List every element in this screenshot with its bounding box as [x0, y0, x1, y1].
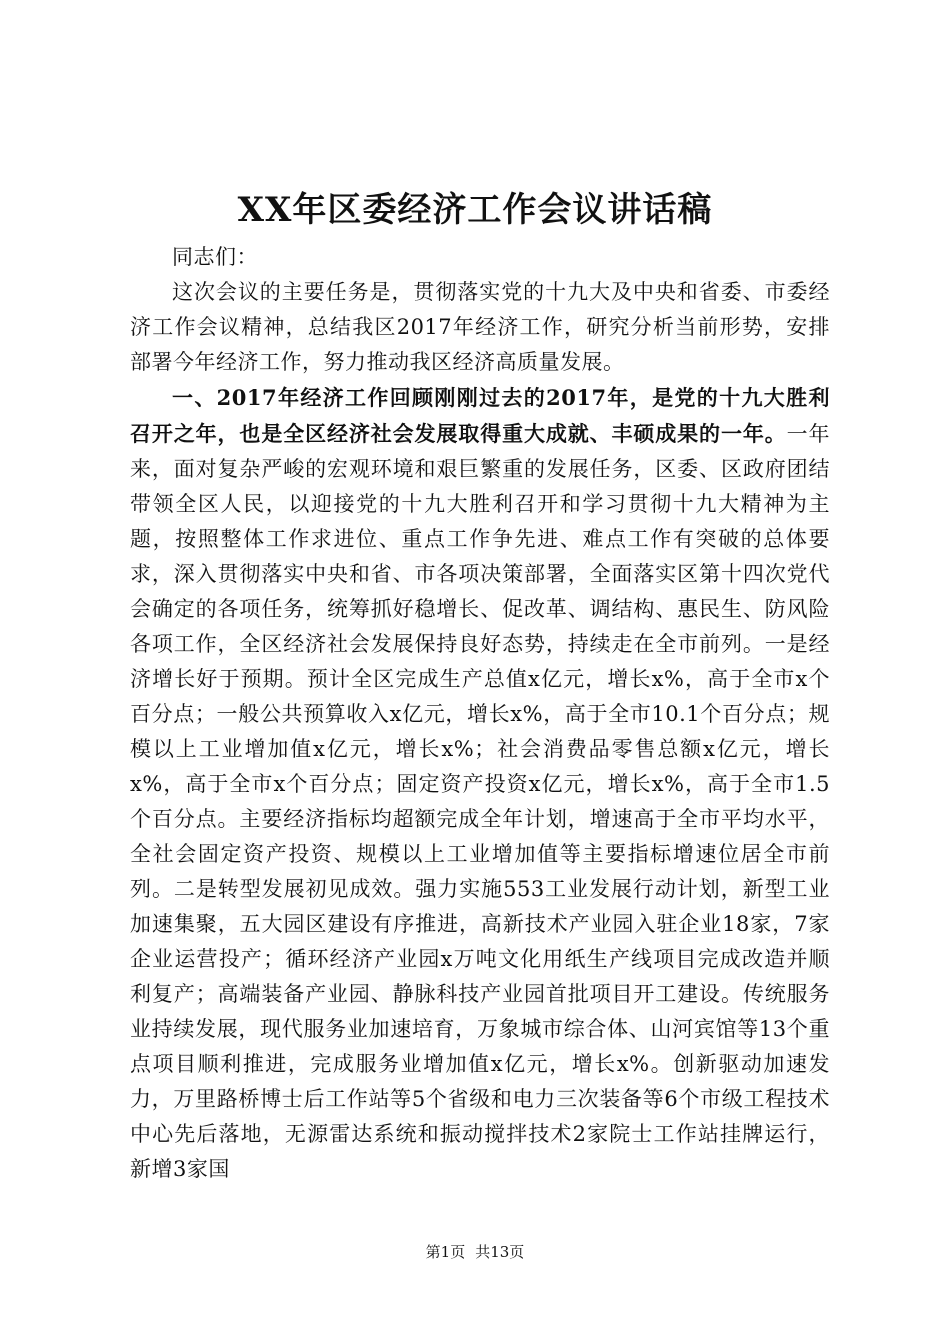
page-total: 共13页 [475, 1243, 525, 1261]
salutation: 同志们： [172, 245, 258, 269]
document-title: XX年区委经济工作会议讲话稿 [237, 190, 713, 230]
page-number: 第1页 [425, 1243, 466, 1261]
section-1-paragraph [130, 380, 830, 1187]
document-body [130, 240, 830, 1187]
section-1-body: 一年来，面对复杂严峻的宏观环境和艰巨繁重的发展任务，区委、区政府团结带领全区人民，以迎接党的十九大胜利召开和学习贯彻十九大精神为主题，按照整体工作求进位、重点工作争先进、难点工作有突破的总体要求，深入贯彻落实中央和省、市各项决策部署，全面落实区第十四次党代会确定的各项任务，统筹抓好稳增长、促改革、调结构、惠民生、防风险各项工作，全区经济社会发展保持良好态势，持续走在全市前列。一是经济增长好于预期。预计全区完成生产总值x亿元，增长x%，高于全市x个百分点；一般公共预算收入x亿元，增长x%，高于全市10.1个百分点；规模以上工业增加值x亿元，增长x%；社会消费品零售总额x亿元，增长x%，高于全市x个百分点；固定资产投资x亿元，增长x%，高于全市1.5个百分点。主要经济指标均超额完成全年计划，增速高于全市平均水平，全社会固定资产投资、规模以上工业增加值等主要指标增速位居全市前列。二是转型发展初见成效。强力实施553工业发展行动计划，新型工业加速集聚，五大园区建设有序推进，高新技术产业园入驻企业18家，7家企业运营投产；循环经济产业园x万吨文化用纸生产线项目完成改造并顺利复产；高端装备产业园、静脉科技产业园首批项目开工建设。传统服务业持续发展，现代服务业加速培育，万象城市综合体、山河宾馆等13个重点项目顺利推进，完成服务业增加值x亿元，增长x%。创新驱动加速发力，万里路桥博士后工作站等5个省级和电力三次装备等6个市级工程技术中心先后落地，无源雷达系统和振动搅拌技术2家院士工作站挂牌运行，新增3家国 [130, 422, 831, 1181]
intro-paragraph: 这次会议的主要任务是，贯彻落实党的十九大及中央和省委、市委经济工作会议精神，总结我区2017年经济工作，研究分析当前形势，安排部署今年经济工作，努力推动我区经济高质量发展。 [130, 280, 830, 374]
section-1-heading: 一、2017年经济工作回顾刚刚过去的2017年，是党的十九大胜利召开之年，也是全区经济社会发展取得重大成就、丰硕成果的一年。 [130, 385, 830, 446]
page-footer [0, 1242, 950, 1262]
